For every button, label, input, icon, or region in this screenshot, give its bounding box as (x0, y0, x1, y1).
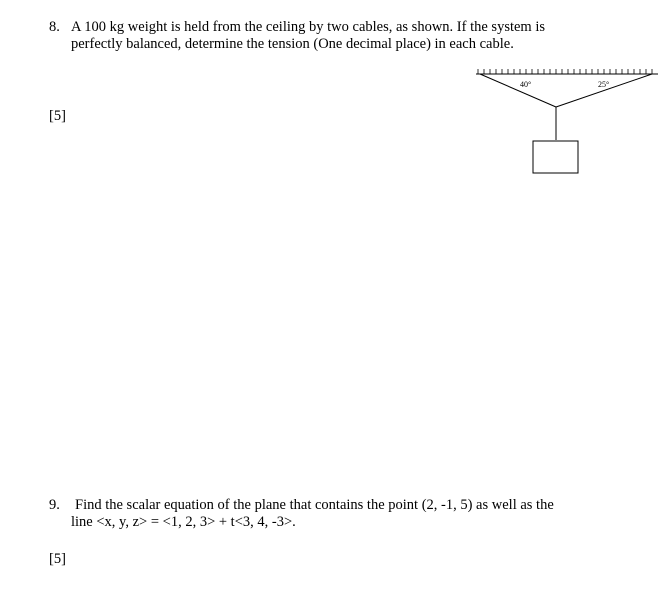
question-9-number: 9. (49, 497, 60, 513)
question-8-marks: [5] (49, 108, 66, 124)
weight-box (533, 141, 578, 173)
right-cable (556, 74, 652, 107)
question-9-text-line-2: line <x, y, z> = <1, 2, 3> + t<3, 4, -3>. (71, 514, 296, 530)
question-9-text-line-1: Find the scalar equation of the plane that contains the point (2, -1, 5) as well as the (75, 497, 554, 513)
left-angle-label: 40° (520, 80, 532, 89)
question-8-number: 8. (49, 19, 60, 35)
hanging-weight-diagram (470, 60, 660, 180)
question-8-text-line-2: perfectly balanced, determine the tension (One decimal place) in each cable. (71, 36, 514, 52)
question-9-marks: [5] (49, 551, 66, 567)
left-cable (480, 74, 556, 107)
right-angle-label: 25° (598, 80, 610, 89)
question-8-text-line-1: A 100 kg weight is held from the ceiling by two cables, as shown. If the system is (71, 19, 545, 35)
ceiling (476, 69, 658, 74)
